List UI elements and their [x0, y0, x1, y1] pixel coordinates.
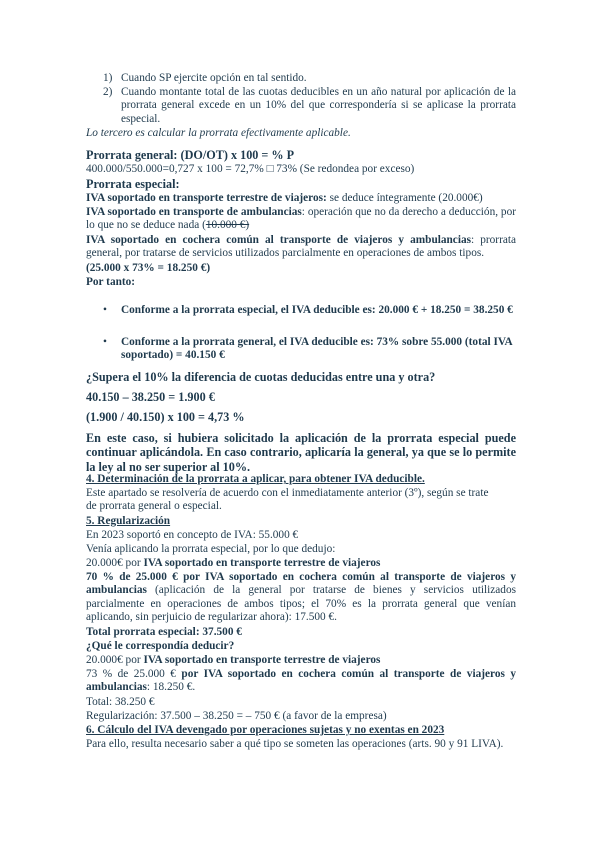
regularizacion-line-1: En 2023 soportó en concepto de IVA: 55.000 € — [86, 529, 299, 541]
heading-6: 6. Cálculo del IVA devengado por operaciones sujetas y no exentas en 2023 — [86, 724, 445, 736]
list-text: Cuando SP ejercite opción en tal sentido. — [121, 72, 307, 84]
regularizacion-line-3: 20.000€ por IVA soportado en transporte terrestre de viajeros — [86, 557, 381, 569]
total-line: Total: 38.250 € — [86, 696, 155, 708]
bullet-item-2: • Conforme a la prorrata general, el IVA deducible es: 73% sobre 55.000 (total IVA soportado) = 40.150 € — [103, 336, 513, 362]
paragraph-ambulancias: IVA soportado en transporte de ambulancias: operación que no da derecho a deducción, por lo que no se deduce nada (10.000 €) — [86, 206, 516, 232]
regularizacion-line-2: Venía aplicando la prorrata especial, por lo que dedujo: — [86, 543, 336, 555]
deducir-line-1: 20.000€ por IVA soportado en transporte terrestre de viajeros — [86, 654, 381, 666]
prorrata-especial-title: Prorrata especial: — [86, 177, 180, 191]
heading-5: 5. Regularización — [86, 515, 171, 527]
list-item-2 — [103, 86, 516, 126]
conclusion: En este caso, si hubiera solicitado la aplicación de la prorrata especial puede continuar aplicándola. En caso contrario, aplicaría la general, ya que se lo permite la ley al no ser superior al 10%. — [86, 431, 516, 474]
por-tanto: Por tanto: — [86, 276, 136, 288]
total-especial: Total prorrata especial: 37.500 € — [86, 626, 242, 638]
question-deducir: ¿Qué le correspondía deducir? — [86, 640, 235, 652]
regularizacion-line-4: 70 % de 25.000 € por IVA soportado en cochera común al transporte de viajeros y ambulancias (aplicación de la general por tratarse de bienes y servicios utilizados parcialmente en operaciones de ambos tipos; el 70% es la prorrata general que venían aplicando, sin perjuicio de regularizar ahora): 17.500 €. — [86, 571, 516, 624]
italic-note: Lo tercero es calcular la prorrata efectivamente aplicable. — [86, 127, 351, 139]
bullet-item-1: • Conforme a la prorrata especial, el IVA deducible es: 20.000 € + 18.250 = 38.250 € — [103, 304, 513, 316]
difference-calc: 40.150 – 38.250 = 1.900 € — [86, 390, 215, 404]
heading-4: 4. Determinación de la prorrata a aplicar, para obtener IVA deducible. — [86, 473, 425, 485]
prorrata-general-calc: 400.000/550.000=0,727 x 100 = 72,7% □ 73% (Se redondea por exceso) — [86, 163, 415, 175]
list-item-1 — [103, 72, 516, 85]
bullet-icon: • — [103, 304, 107, 316]
deducir-line-2: 73 % de 25.000 € por IVA soportado en cochera común al transporte de viajeros y ambulancias: 18.250 €. — [86, 668, 516, 694]
list-text: Cuando montante total de las cuotas deducibles en un año natural por aplicación de la prorrata general excede en un 10% del que correspondería si se aplicase la prorrata especial. — [121, 86, 516, 125]
heading-4-text: Este apartado se resolvería de acuerdo con el inmediatamente anterior (3º), según se trate de prorrata general o especial. — [86, 487, 489, 513]
question-ten-percent: ¿Supera el 10% la diferencia de cuotas deducidas entre una y otra? — [86, 370, 436, 384]
bullet-icon: • — [103, 336, 107, 348]
percentage-calc: (1.900 / 40.150) x 100 = 4,73 % — [86, 410, 245, 424]
paragraph-terrestre: IVA soportado en transporte terrestre de viajeros: se deduce íntegramente (20.000€) — [86, 192, 483, 204]
prorrata-general-title: Prorrata general: (DO/OT) x 100 = % P — [86, 148, 295, 162]
cochera-calc: (25.000 x 73% = 18.250 €) — [86, 262, 211, 274]
paragraph-cochera: IVA soportado en cochera común al transporte de viajeros y ambulancias: prorrata general, por tratarse de servicios utilizados parcialmente en operaciones de ambos tipos. — [86, 234, 516, 260]
list-number: 1) — [103, 72, 113, 84]
list-number: 2) — [103, 86, 113, 98]
regularizacion-result: Regularización: 37.500 – 38.250 = – 750 € (a favor de la empresa) — [86, 710, 387, 722]
heading-6-text: Para ello, resulta necesario saber a qué tipo se someten las operaciones (arts. 90 y 91 LIVA). — [86, 738, 504, 750]
